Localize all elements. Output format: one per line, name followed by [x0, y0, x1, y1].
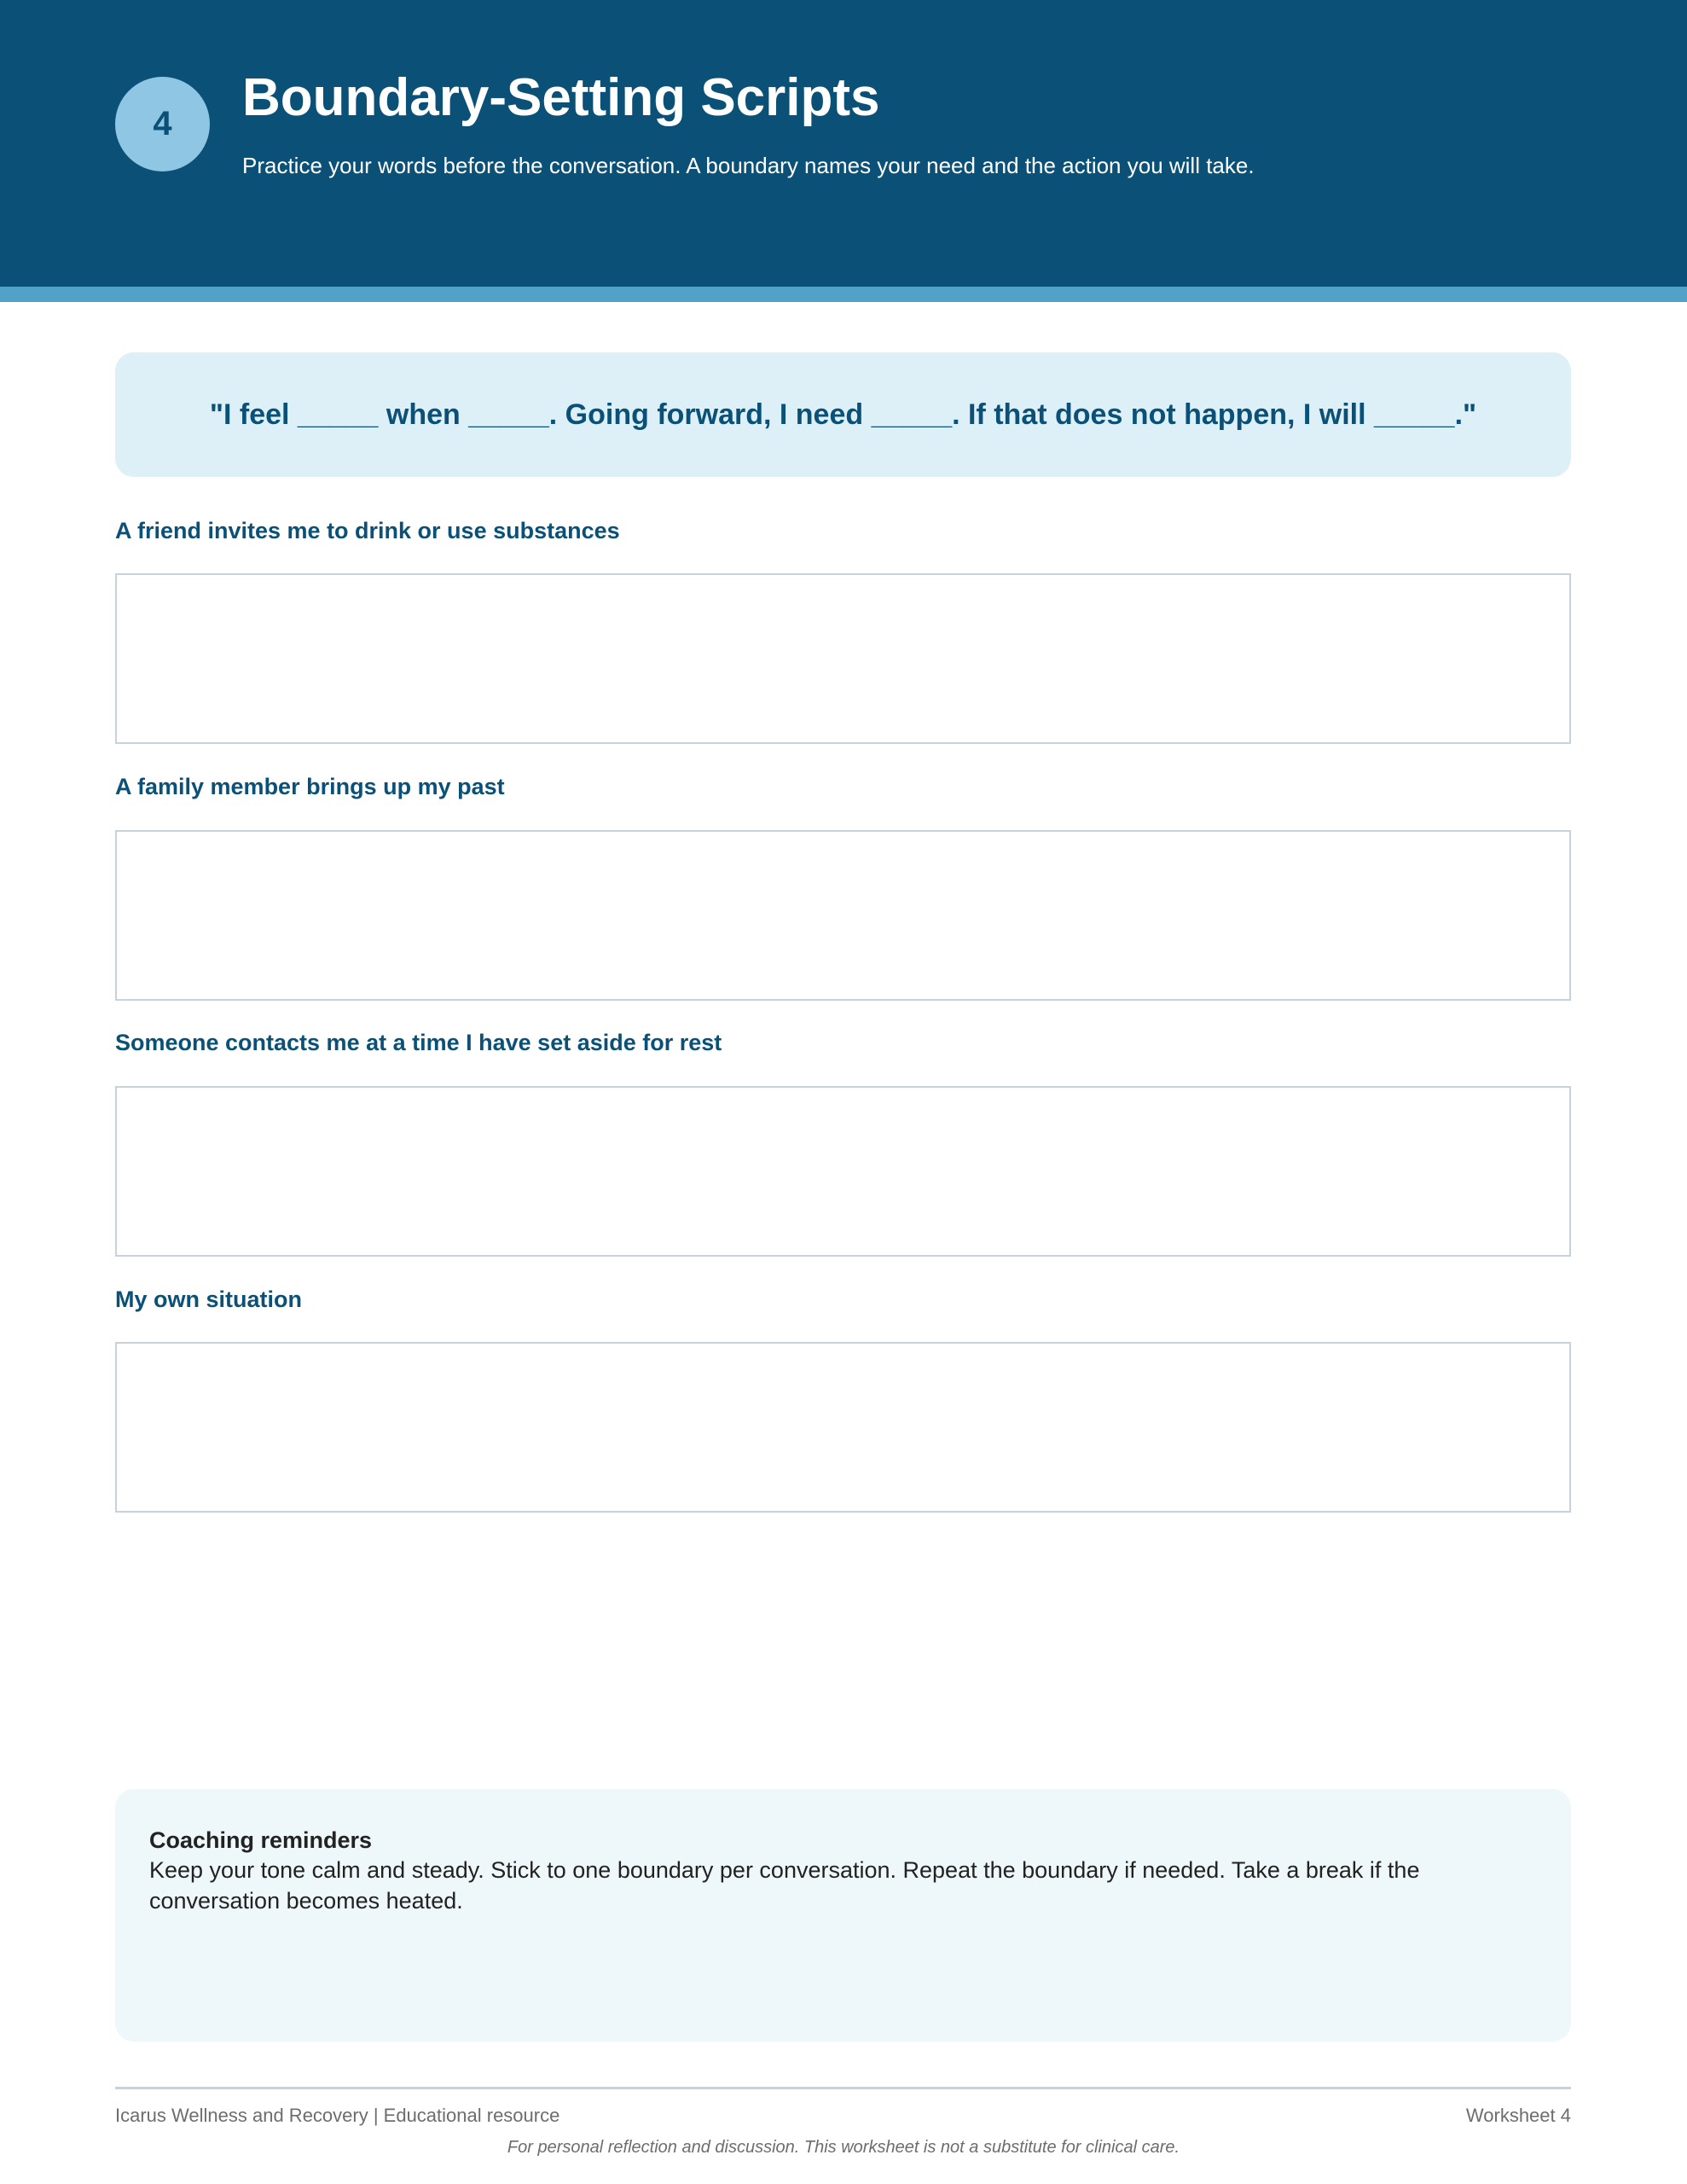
response-box-rest[interactable] — [115, 1086, 1571, 1257]
page-title: Boundary-Setting Scripts — [242, 68, 880, 127]
boundary-script-formula: "I feel _____ when _____. Going forward, I need _____. If that does not happen, I will _____." — [115, 352, 1571, 477]
coaching-reminders-panel — [115, 1789, 1571, 2042]
prompt-label-family: A family member brings up my past — [115, 774, 505, 799]
prompt-label-own: My own situation — [115, 1287, 302, 1312]
prompt-label-rest: Someone contacts me at a time I have set aside for rest — [115, 1030, 722, 1055]
footer-organization: Icarus Wellness and Recovery | Educational resource — [115, 2105, 560, 2126]
response-box-family[interactable] — [115, 830, 1571, 1001]
footer-worksheet-number: Worksheet 4 — [1465, 2105, 1571, 2126]
header-accent-stripe — [0, 287, 1687, 302]
footer-disclaimer: For personal reflection and discussion. This worksheet is not a substitute for clinical care. — [507, 2138, 1180, 2157]
worksheet-header — [0, 0, 1687, 287]
coaching-reminders-text: Keep your tone calm and steady. Stick to one boundary per conversation. Repeat the boundary if needed. Take a break if the conversation becomes heated. — [149, 1857, 1420, 1914]
footer-divider — [115, 2087, 1571, 2089]
response-box-friend[interactable] — [115, 573, 1571, 744]
page-subtitle: Practice your words before the conversation. A boundary names your need and the action you will take. — [242, 153, 1255, 178]
coaching-reminders-title: Coaching reminders — [149, 1827, 373, 1853]
worksheet-number-badge: 4 — [115, 77, 210, 171]
prompt-label-friend: A friend invites me to drink or use substances — [115, 518, 620, 543]
response-box-own[interactable] — [115, 1342, 1571, 1513]
